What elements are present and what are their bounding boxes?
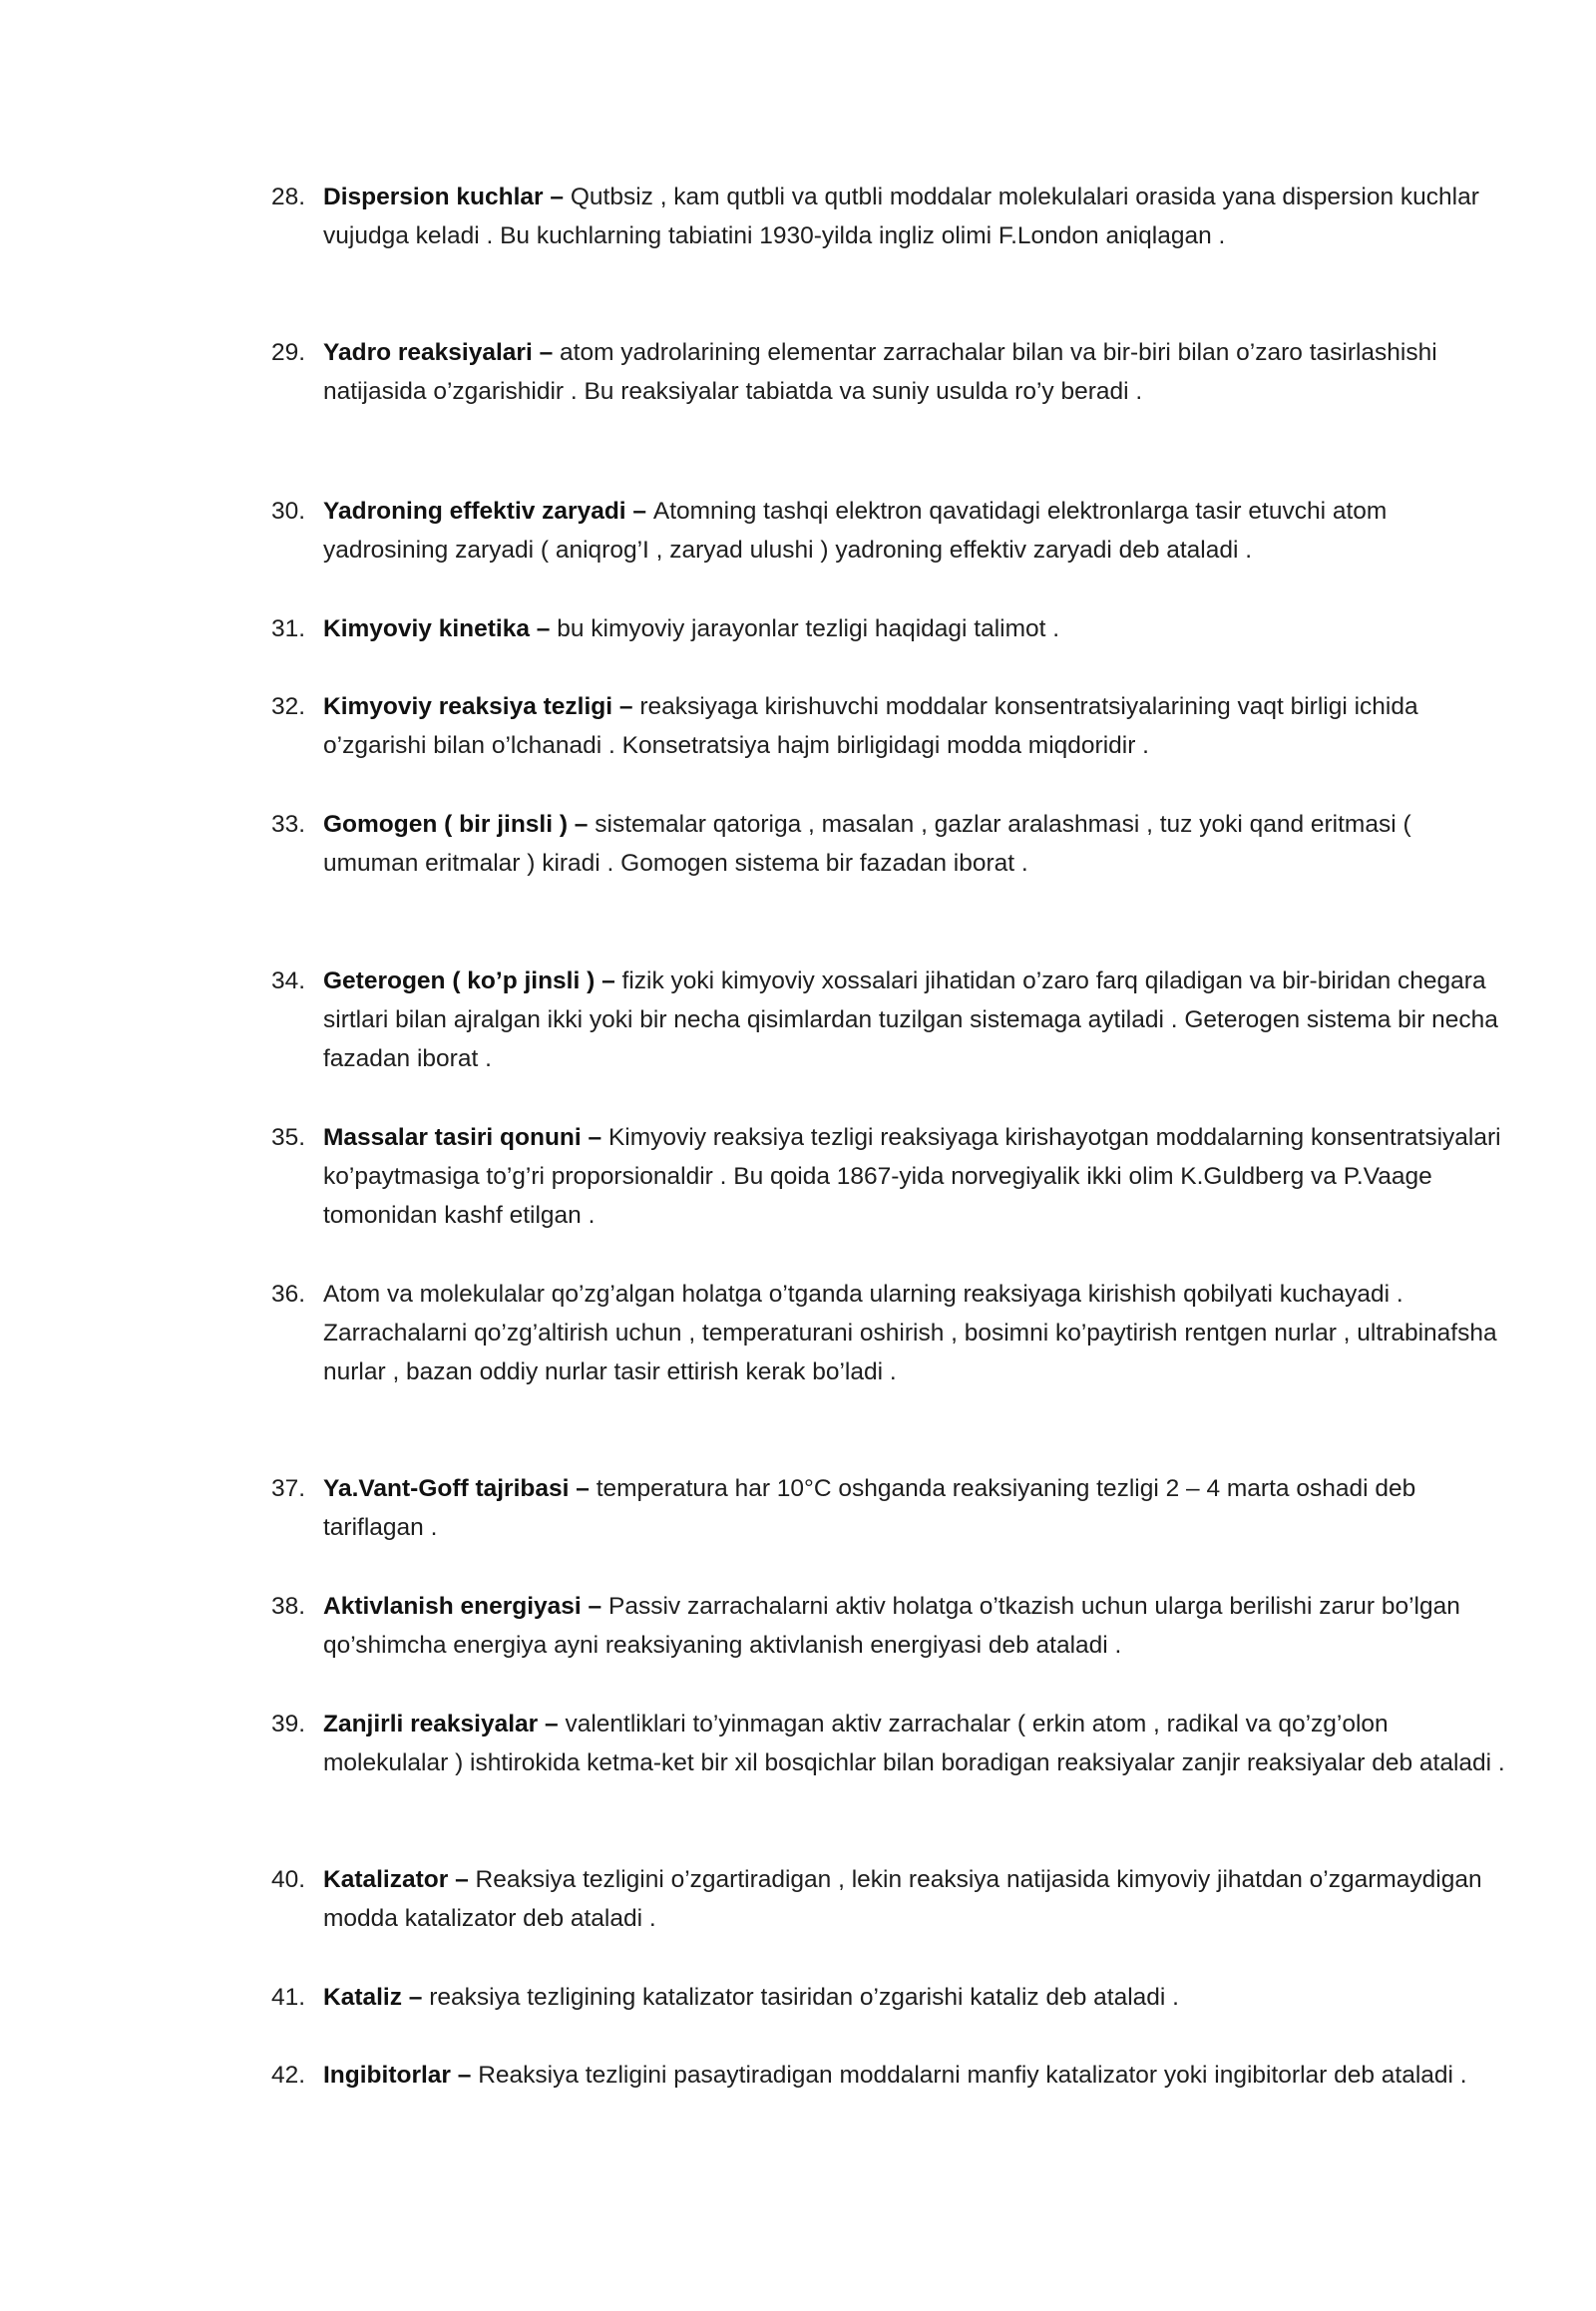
item-term: Aktivlanish energiyasi: [323, 1593, 582, 1620]
item-term: Katalizator: [323, 1866, 449, 1893]
item-term: Zanjirli reaksiyalar: [323, 1711, 539, 1737]
item-text: Reaksiya tezligini pasaytiradigan moddalarni manfiy katalizator yoki ingibitorlar deb ataladi .: [478, 2062, 1467, 2089]
list-item-41: [271, 1978, 1508, 2017]
item-number: 32.: [271, 693, 306, 720]
item-term: Yadroning effektiv zaryadi: [323, 498, 626, 525]
item-number: 29.: [271, 339, 306, 366]
item-dash: –: [448, 1866, 476, 1893]
item-text: Passiv zarrachalarni aktiv holatga o’tkazish uchun ularga berilishi zarur bo’lgan qo’shimcha energiya ayni reaksiyaning aktivlanish energiyasi deb ataladi .: [323, 1593, 1460, 1659]
item-number: 31.: [271, 615, 306, 642]
item-dash: –: [529, 615, 558, 642]
item-dash: –: [625, 498, 653, 525]
list-item-30: [271, 492, 1508, 570]
item-dash: –: [450, 2062, 479, 2089]
item-number: 38.: [271, 1593, 306, 1620]
item-number: 28.: [271, 184, 306, 210]
list-item-29: [271, 333, 1508, 411]
list-item-36: [271, 1275, 1508, 1391]
item-number: 40.: [271, 1866, 306, 1893]
item-text: Qutbsiz , kam qutbli va qutbli moddalar molekulalari orasida yana dispersion kuchlar vujudga keladi . Bu kuchlarning tabiatini 1930-yilda ingliz olimi F.London aniqlagan .: [323, 184, 1479, 249]
item-term: Geterogen ( ko’p jinsli ): [323, 967, 596, 994]
item-number: 33.: [271, 811, 306, 838]
item-text: valentliklari to’yinmagan aktiv zarrachalar ( erkin atom , radikal va qo’zg’olon molekulalar ) ishtirokida ketma-ket bir xil bosqichlar bilan boradigan reaksiyalar zanjir reaksiyalar deb ataladi .: [323, 1711, 1505, 1776]
list-item-40: [271, 1860, 1508, 1938]
list-item-33: [271, 805, 1508, 883]
item-number: 37.: [271, 1475, 306, 1502]
item-number: 42.: [271, 2062, 306, 2089]
list-item-34: [271, 962, 1508, 1078]
item-term: Ya.Vant-Goff tajribasi: [323, 1475, 570, 1502]
list-item-38: [271, 1587, 1508, 1665]
item-term: Kataliz: [323, 1984, 402, 2011]
item-text: atom yadrolarining elementar zarrachalar bilan va bir-biri bilan o’zaro tasirlashishi natijasida o’zgarishidir . Bu reaksiyalar tabiatda va suniy usulda ro’y beradi .: [323, 339, 1437, 405]
item-number: 39.: [271, 1711, 306, 1737]
item-text: fizik yoki kimyoviy xossalari jihatidan o’zaro farq qiladigan va bir-biridan chegara sirtlari bilan ajralgan ikki yoki bir necha qisimlardan tuzilgan sistemaga aytiladi . Geterogen sistema bir necha fazadan iborat .: [323, 967, 1498, 1072]
list-item-31: [271, 609, 1508, 648]
item-number: 34.: [271, 967, 306, 994]
list-item-28: [271, 178, 1508, 255]
item-term: Kimyoviy kinetika: [323, 615, 530, 642]
item-dash: –: [569, 1475, 597, 1502]
item-number: 36.: [271, 1281, 306, 1308]
list-item-37: [271, 1469, 1508, 1547]
item-dash: –: [581, 1593, 608, 1620]
item-number: 30.: [271, 498, 306, 525]
item-term: Ingibitorlar: [323, 2062, 451, 2089]
item-number: 35.: [271, 1124, 306, 1151]
item-dash: –: [612, 693, 640, 720]
item-text: sistemalar qatoriga , masalan , gazlar aralashmasi , tuz yoki qand eritmasi ( umuman eritmalar ) kiradi . Gomogen sistema bir fazadan iborat .: [323, 811, 1411, 877]
item-text: Atom va molekulalar qo’zg’algan holatga o’tganda ularning reaksiyaga kirishish qobilyati kuchayadi . Zarrachalarni qo’zg’altirish uchun , temperaturani oshirish , bosimni ko’paytirish rentgen nurlar , ultrabinafsha nurlar , bazan oddiy nurlar tasir ettirish kerak bo’ladi .: [323, 1281, 1497, 1385]
item-text: Atomning tashqi elektron qavatidagi elektronlarga tasir etuvchi atom yadrosining zaryadi ( aniqrog’I , zaryad ulushi ) yadroning effektiv zaryadi deb ataladi .: [323, 498, 1388, 564]
item-dash: –: [543, 184, 571, 210]
list-item-32: [271, 687, 1508, 765]
item-term: Yadro reaksiyalari: [323, 339, 533, 366]
item-text: temperatura har 10°C oshganda reaksiyaning tezligi 2 – 4 marta oshadi deb tariflagan .: [323, 1475, 1416, 1541]
item-term: Massalar tasiri qonuni: [323, 1124, 582, 1151]
item-dash: –: [538, 1711, 566, 1737]
item-text: reaksiya tezligining katalizator tasiridan o’zgarishi kataliz deb ataladi .: [429, 1984, 1179, 2011]
item-term: Kimyoviy reaksiya tezligi: [323, 693, 613, 720]
item-dash: –: [532, 339, 561, 366]
item-text: bu kimyoviy jarayonlar tezligi haqidagi talimot .: [557, 615, 1060, 642]
list-item-35: [271, 1118, 1508, 1235]
item-dash: –: [401, 1984, 430, 2011]
item-dash: –: [581, 1124, 608, 1151]
item-dash: –: [595, 967, 622, 994]
item-term: Gomogen ( bir jinsli ): [323, 811, 568, 838]
item-text: Kimyoviy reaksiya tezligi reaksiyaga kirishayotgan moddalarning konsentratsiyalari ko’paytmasiga to’g’ri proporsionaldir . Bu qoida 1867-yida norvegiyalik ikki olim K.Guldberg va P.Vaage tomonidan kashf etilgan .: [323, 1124, 1501, 1229]
item-number: 41.: [271, 1984, 306, 2011]
item-text: Reaksiya tezligini o’zgartiradigan , lekin reaksiya natijasida kimyoviy jihatdan o’zgarmaydigan modda katalizator deb ataladi .: [323, 1866, 1482, 1932]
list-item-42: [271, 2056, 1508, 2095]
item-text: reaksiyaga kirishuvchi moddalar konsentratsiyalarining vaqt birligi ichida o’zgarishi bilan o’lchanadi . Konsetratsiya hajm birligidagi modda miqdoridir .: [323, 693, 1418, 759]
list-item-39: [271, 1705, 1508, 1782]
item-term: Dispersion kuchlar: [323, 184, 544, 210]
item-dash: –: [568, 811, 596, 838]
